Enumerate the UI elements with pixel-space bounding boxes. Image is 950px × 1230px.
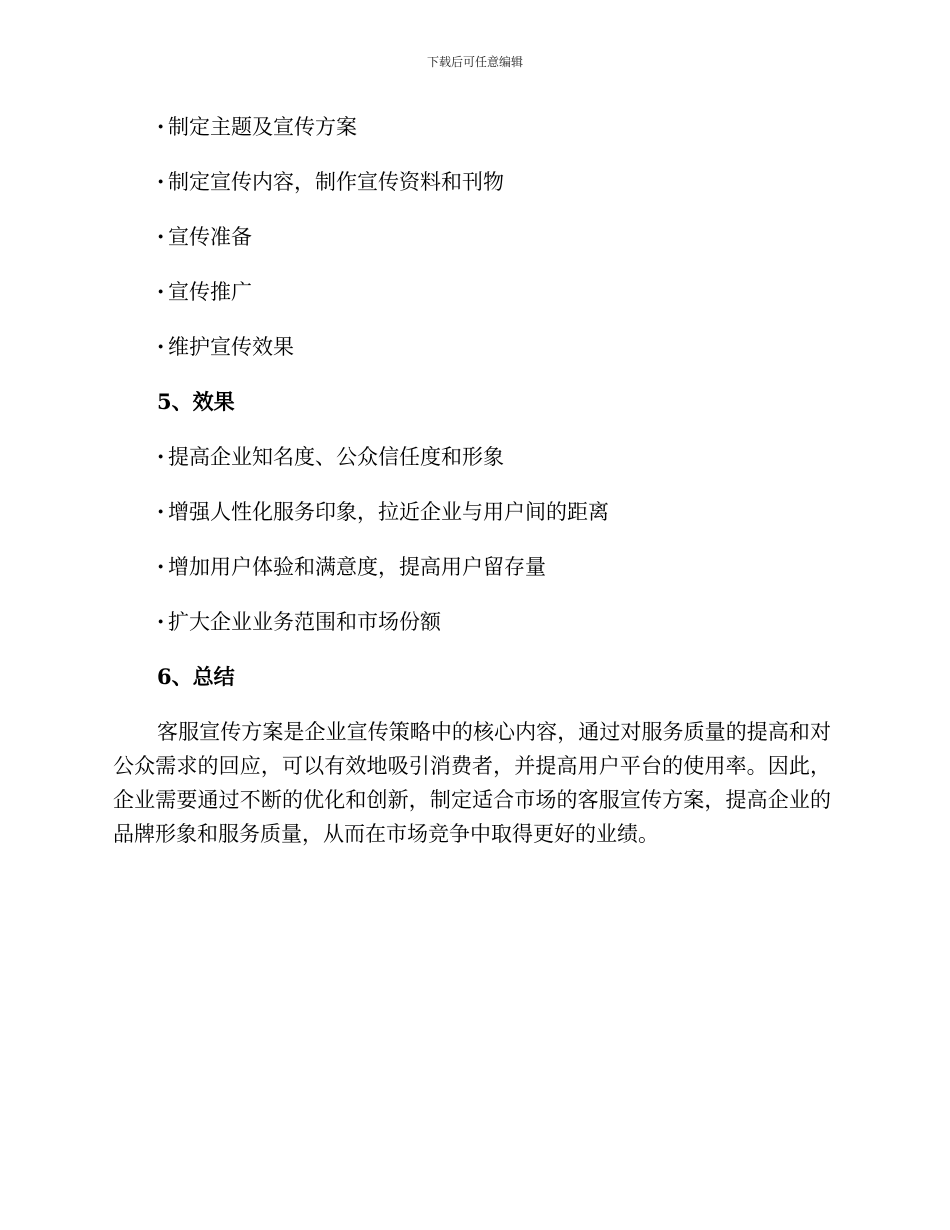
list-item (157, 440, 833, 495)
list-item (157, 550, 833, 605)
list-item-text: 制定主题及宣传方案 (168, 115, 357, 139)
list-item (157, 605, 833, 660)
summary-paragraph: 客服宣传方案是企业宣传策略中的核心内容，通过对服务质量的提高和对公众需求的回应，可以有效地吸引消费者，并提高用户平台的使用率。因此，企业需要通过不断的优化和创新，制定适合市场的客服宣传方案，提高企业的品牌形象和服务质量，从而在市场竞争中取得更好的业绩。 (113, 720, 831, 846)
list-item (157, 110, 833, 165)
bullet-dot: · (157, 224, 165, 249)
bullet-dot: · (157, 499, 165, 524)
list-item (157, 165, 833, 220)
list-item-text: 增加用户体验和满意度，提高用户留存量 (168, 555, 546, 579)
bullet-dot: · (157, 554, 165, 579)
list-item-text: 宣传准备 (168, 225, 252, 249)
bullet-dot: · (157, 444, 165, 469)
list-item (157, 220, 833, 275)
list-item (157, 275, 833, 330)
section-heading-summary: 6、总结 (157, 664, 235, 689)
list-item-text: 维护宣传效果 (168, 335, 294, 359)
bullet-dot: · (157, 334, 165, 359)
list-item (157, 495, 833, 550)
list-item-text: 扩大企业业务范围和市场份额 (168, 610, 441, 634)
list-item (157, 330, 833, 385)
bullet-dot: · (157, 609, 165, 634)
list-item-text: 提高企业知名度、公众信任度和形象 (168, 445, 504, 469)
document-content (113, 110, 833, 872)
header-note: 下载后可任意编辑 (426, 55, 523, 69)
list-item-text: 制定宣传内容，制作宣传资料和刊物 (168, 170, 504, 194)
section-heading-effects: 5、效果 (157, 389, 235, 414)
bullet-dot: · (157, 279, 165, 304)
list-item-text: 宣传推广 (168, 280, 252, 304)
list-item-text: 增强人性化服务印象，拉近企业与用户间的距离 (168, 500, 609, 524)
bullet-dot: · (157, 114, 165, 139)
bullet-dot: · (157, 169, 165, 194)
